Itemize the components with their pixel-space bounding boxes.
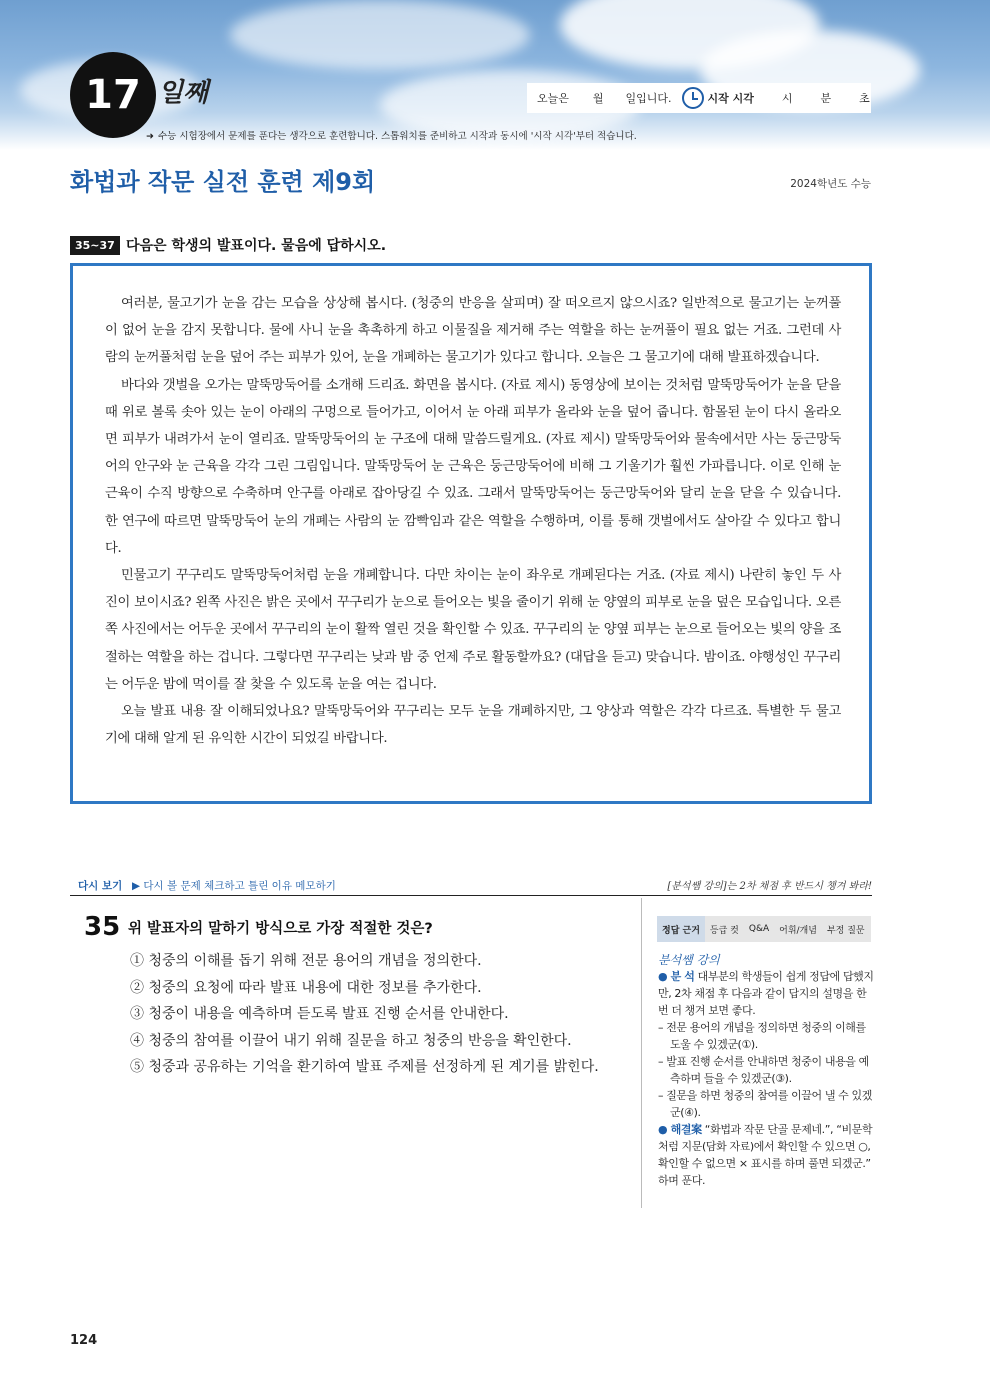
today-label: 오늘은 xyxy=(537,92,569,105)
instruction-line xyxy=(146,128,637,142)
arrow-right-icon: ➜ xyxy=(146,131,154,142)
answer-choices xyxy=(130,948,599,1081)
page-title: 화법과 작문 실전 훈련 제9회 xyxy=(70,168,376,196)
side-tabs xyxy=(657,916,871,942)
start-time-label: 시작 시각 xyxy=(707,92,754,105)
handwritten-note: [분석쌤 강의]는 2차 채점 후 반드시 챙겨 봐라! xyxy=(667,881,872,892)
analysis-dash: – 질문을 하면 청중의 참여를 이끌어 낼 수 있겠군(④). xyxy=(658,1089,872,1119)
question-stem: 위 발표자의 말하기 방식으로 가장 적절한 것은? xyxy=(128,921,433,937)
question-range-badge: 35~37 xyxy=(70,236,120,255)
choice-3[interactable]: ③ 청중이 내용을 예측하며 듣도록 발표 진행 순서를 안내한다. xyxy=(130,1006,509,1022)
page-number: 124 xyxy=(70,1333,98,1348)
passage-paragraph: 바다와 갯벌을 오가는 말뚝망둑어를 소개해 드리죠. 화면을 봅시다. (자료 제시) 동영상에 보이는 것처럼 말뚝망둑어가 눈을 닫을 때 위로 볼록 솟아 있는 눈이 아래의 구멍으로 들어가고, 이어서 눈 아래 피부가 올라와 눈을 덮어 줍니다. 함몰된 눈이 다시 올라오면 피부가 내려가서 눈이 열리죠. 말뚝망둑어의 눈 구조에 대해 말씀드릴게요. (자료 제시) 말뚝망둑어와 물속에서만 사는 둥근망둑어의 안구와 눈 근육을 각각 그린 그림입니다. 말뚝망둑어 눈 근육은 둥근망둑어에 비해 그 기울기가 훨씬 가파릅니다. 이로 인해 눈 근육이 수직 방향으로 수축하며 안구를 아래로 잡아당길 수 있죠. 그래서 말뚝망둑어는 둥근망둑어와 달리 눈을 닫을 수 있습니다. 한 연구에 따르면 말뚝망둑어 눈의 개폐는 사람의 눈 깜빡임과 같은 역할을 수행하며, 이를 통해 갯벌에서도 살아갈 수 있다고 합니다. xyxy=(105,377,842,556)
review-label: 다시 보기 xyxy=(78,880,123,892)
tab-answer-basis[interactable]: 정답 근거 xyxy=(657,916,705,942)
review-bar xyxy=(70,874,872,896)
question-number: 35 xyxy=(84,912,121,942)
analysis-dash: – 전문 용어의 개념을 정의하면 청중의 이해를 도울 수 있겠군(①). xyxy=(658,1021,866,1051)
hour-label: 시 xyxy=(781,92,793,105)
clock-icon xyxy=(682,87,704,109)
month-label: 월 xyxy=(592,92,604,105)
choice-1[interactable]: ① 청중의 이해를 돕기 위해 전문 용어의 개념을 정의한다. xyxy=(130,953,482,969)
tab-grade-cut[interactable]: 등급 컷 xyxy=(709,925,739,936)
day-label: 일입니다. xyxy=(625,92,672,105)
exam-year: 2024학년도 수능 xyxy=(790,178,871,190)
passage-paragraph: 민물고기 꾸구리도 말뚝망둑어처럼 눈을 개폐합니다. 다만 차이는 눈이 좌우로 개폐된다는 거죠. (자료 제시) 나란히 놓인 두 사진이 보이시죠? 왼쪽 사진은 밝은 곳에서 꾸구리가 눈으로 들어오는 빛을 줄이기 위해 눈 양옆의 피부로 눈을 덮은 모습입니다. 오른쪽 사진에서는 어두운 곳에서 꾸구리의 눈이 활짝 열린 것을 확인할 수 있죠. 꾸구리의 눈 양옆 피부는 눈으로 들어오는 빛의 양을 조절하는 역할을 하는 겁니다. 그렇다면 꾸구리는 낮과 밤 중 언제 주로 활동할까요? (대답을 듣고) 맞습니다. 밤이죠. 야행성인 꾸구리는 어두운 밤에 먹이를 잘 찾을 수 있도록 눈을 여는 겁니다. xyxy=(105,568,841,692)
analysis-block xyxy=(658,968,874,1189)
column-divider xyxy=(641,898,642,1208)
solution-bullet: ● 해결案 xyxy=(658,1123,702,1136)
question-prompt: 다음은 학생의 발표이다. 물음에 답하시오. xyxy=(126,238,387,254)
instruction-text: 수능 시험장에서 문제를 푼다는 생각으로 훈련합니다. 스톱워치를 준비하고 시작과 동시에 '시작 시각'부터 적습니다. xyxy=(157,131,637,142)
passage-box xyxy=(70,263,872,804)
analysis-text: 대부분의 학생들이 쉽게 정답에 답했지만, 2차 채점 후 다음과 같이 답지의 설명을 한 번 더 챙겨 보면 좋다. xyxy=(658,970,874,1017)
analysis-bullet: ● 분 석 xyxy=(658,970,695,983)
analysis-dash: – 발표 진행 순서를 안내하면 청중이 내용을 예측하며 들을 수 있겠군(③). xyxy=(658,1055,869,1085)
choice-4[interactable]: ④ 청중의 참여를 이끌어 내기 위해 질문을 하고 청중의 반응을 확인한다. xyxy=(130,1032,572,1049)
tab-negative[interactable]: 부정 질문 xyxy=(826,925,865,936)
minute-label: 분 xyxy=(820,92,832,105)
day-number-badge xyxy=(70,52,156,138)
choice-2[interactable]: ② 청중의 요청에 따라 발표 내용에 대한 정보를 추가한다. xyxy=(130,979,482,996)
day-number: 17 xyxy=(85,72,141,118)
tab-vocab[interactable]: 어휘/개념 xyxy=(779,925,817,936)
start-time-bar xyxy=(527,83,871,113)
solution-text: “화법과 작문 단골 문제네.”, “비문학처럼 지문(담화 자료)에서 확인할 수 있으면 ○, 확인할 수 없으면 × 표시를 하며 풀면 되겠군.” 하며 푼다. xyxy=(658,1123,873,1187)
day-word: 일째 xyxy=(158,78,209,108)
passage-paragraph: 오늘 발표 내용 잘 이해되었나요? 말뚝망둑어와 꾸구리는 모두 눈을 개폐하지만, 그 양상과 역할은 각각 다르죠. 특별한 두 물고기에 대해 알게 된 유익한 시간이 되었길 바랍니다. xyxy=(105,704,841,747)
review-text: ▶ 다시 볼 문제 체크하고 틀린 이유 메모하기 xyxy=(132,880,336,892)
second-label: 초 xyxy=(859,92,870,105)
choice-5[interactable]: ⑤ 청중과 공유하는 기억을 환기하여 발표 주제를 선정하게 된 계기를 밝힌다. xyxy=(130,1059,599,1075)
lecture-title: 분석쌤 강의 xyxy=(658,953,720,967)
passage-paragraph: 여러분, 물고기가 눈을 감는 모습을 상상해 봅시다. (청중의 반응을 살피며) 잘 떠오르지 않으시죠? 일반적으로 물고기는 눈꺼풀이 없어 눈을 감지 못합니다. 물에 사니 눈을 촉촉하게 하고 이물질을 제거해 주는 역할을 하는 눈꺼풀이 필요 없는 거죠. 그런데 사람의 눈꺼풀처럼 눈을 덮어 주는 피부가 있어, 눈을 개폐하는 물고기가 있다고 합니다. 오늘은 그 물고기에 대해 발표하겠습니다. xyxy=(105,296,841,366)
tab-qa[interactable]: Q&A xyxy=(748,924,770,934)
